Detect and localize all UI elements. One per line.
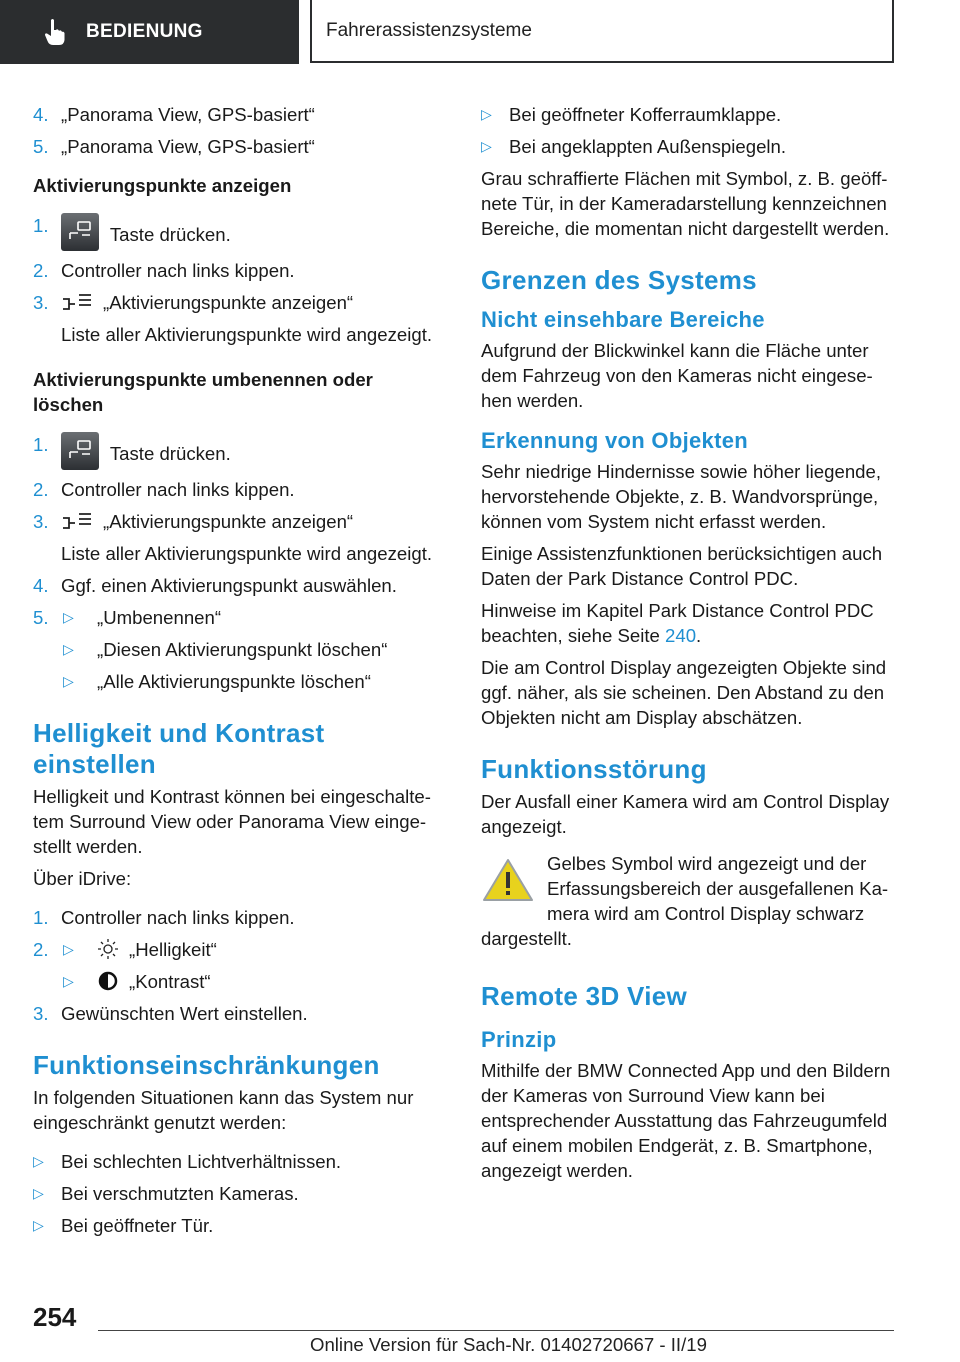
list-text: Gewünschten Wert einstellen. [61, 1003, 308, 1024]
list-item [33, 290, 447, 347]
subheading-rename-delete: Aktivierungspunkte umbenennen oder löschen [33, 369, 373, 415]
list-number: 2. [33, 479, 49, 500]
list-text: Bei angeklappten Außenspiegeln. [509, 136, 787, 157]
list-text: Controller nach links kippen. [61, 907, 295, 928]
list-number: 4. [33, 575, 49, 596]
heading-object-detection: Erkennung von Objekten [481, 428, 748, 453]
contrast-icon [97, 970, 119, 992]
list-text: „Panorama View, GPS-basiert“ [61, 136, 315, 157]
footer-text: Online Version für Sach-Nr. 01402720667 - II/19 [310, 1334, 707, 1355]
heading-blind-areas: Nicht einsehbare Bereiche [481, 307, 765, 332]
chapter-title: Fahrerassistenzsysteme [326, 19, 532, 41]
list-item [33, 669, 447, 694]
list-text: Taste drücken. [109, 224, 231, 245]
list-number: 5. [33, 607, 49, 628]
list-text: Taste drücken. [109, 443, 231, 464]
list-text: „Umbenennen“ [97, 607, 222, 628]
list-text: Controller nach links kippen. [61, 479, 295, 500]
bullet-icon: ▷ [63, 609, 74, 625]
list-number: 3. [33, 1003, 49, 1024]
list-item [33, 134, 447, 159]
list-item [33, 213, 447, 251]
list-text: Controller nach links kippen. [61, 260, 295, 281]
heading-limitations: Funktionseinschränkungen [33, 1050, 380, 1080]
list-number: 3. [33, 511, 49, 532]
list-text: Bei geöffneter Tür. [61, 1215, 214, 1236]
list-number: 3. [33, 292, 49, 313]
paragraph-text: . [696, 625, 702, 646]
page-reference-link[interactable]: 240 [665, 625, 697, 646]
list-item [33, 1001, 447, 1026]
list-text: Bei geöffneter Kofferraumklappe. [509, 104, 782, 125]
heading-system-limits: Grenzen des Systems [481, 265, 757, 295]
bullet-icon: ▷ [63, 973, 74, 989]
list-item [33, 605, 447, 630]
camera-button-icon [61, 432, 99, 470]
activation-points-icon [61, 512, 93, 532]
paragraph-text: Hinweise im Kapitel Park Distance Control PDC beachten, siehe Seite [481, 600, 874, 646]
warning-note [481, 851, 897, 926]
hand-pointer-icon [44, 18, 66, 46]
paragraph: Einige Assistenzfunktionen berücksichtigen auch Daten der Park Distance Control PDC. [481, 543, 883, 589]
list-text: „Diesen Aktivierungspunkt löschen“ [97, 639, 388, 660]
list-text: Ggf. einen Aktivierungspunkt auswählen. [61, 575, 397, 596]
list-number: 1. [33, 907, 49, 928]
list-text: Bei verschmutzten Kameras. [61, 1183, 299, 1204]
heading-remote-3d-view: Remote 3D View [481, 981, 688, 1011]
list-text: „Kontrast“ [129, 971, 211, 992]
list-number: 4. [33, 104, 49, 125]
heading-malfunction: Funktionsstörung [481, 754, 707, 784]
list-item [33, 432, 447, 470]
paragraph: Grau schraffierte Flächen mit Symbol, z. B. geöffnete Tür, in der Kameradarstellung kennzeichnen Bereiche, die momentan nicht dargestellt werden. [481, 168, 890, 239]
section-tab-label: BEDIENUNG [86, 21, 203, 42]
list-item [33, 477, 447, 502]
list-item [33, 637, 447, 662]
right-column [481, 102, 897, 1190]
list-text: „Aktivierungspunkte anzeigen“ [103, 292, 354, 313]
bullet-icon: ▷ [63, 941, 74, 957]
list-number: 2. [33, 260, 49, 281]
list-item [33, 102, 447, 127]
list-item [481, 134, 897, 159]
paragraph: Mithilfe der BMW Connected App und den Bildern der Kameras von Surround View kann bei entsprechender Ausstattung das Fahrzeugumfeld auf einem mobilen Endgerät, z. B. Smartphone, angezeigt werden. [481, 1060, 891, 1181]
camera-button-icon [61, 213, 99, 251]
subheading-show-points: Aktivierungspunkte anzeigen [33, 175, 292, 196]
bullet-icon: ▷ [33, 1185, 44, 1201]
bullet-icon: ▷ [481, 138, 492, 154]
list-text: „Alle Aktivierungspunkte löschen“ [97, 671, 371, 692]
heading-principle: Prinzip [481, 1027, 557, 1052]
bullet-icon: ▷ [481, 106, 492, 122]
paragraph: Die am Control Display angezeigten Objekte sind ggf. näher, als sie scheinen. Den Abstand zu den Objekten nicht am Display abschätzen. [481, 657, 887, 728]
list-item [33, 258, 447, 283]
warning-text: Gelbes Symbol wird angezeigt und der Erfassungsbereich der ausgefallenen Kamera wird am Control Display schwarz [547, 853, 889, 924]
bullet-icon: ▷ [63, 673, 74, 689]
paragraph: Über iDrive: [33, 868, 132, 889]
list-text: „Helligkeit“ [129, 939, 217, 960]
paragraph: In folgenden Situationen kann das System nur eingeschränkt genutzt werden: [33, 1087, 414, 1133]
paragraph: Der Ausfall einer Kamera wird am Control Display angezeigt. [481, 791, 890, 837]
list-number: 2. [33, 939, 49, 960]
activation-points-icon [61, 293, 93, 313]
list-item [33, 509, 447, 566]
paragraph [481, 598, 897, 648]
page-number: 254 [33, 1302, 77, 1332]
section-tab [0, 0, 299, 64]
heading-brightness-contrast: Helligkeit und Kontrast einstellen [33, 718, 325, 779]
list-item [33, 1149, 447, 1174]
list-item [33, 905, 447, 930]
list-subtext: Liste aller Aktivierungspunkte wird angezeigt. [61, 543, 433, 564]
left-column [33, 102, 447, 1245]
paragraph: Helligkeit und Kontrast können bei eingeschaltetem Surround View oder Panorama View eingestellt werden. [33, 786, 431, 857]
bullet-icon: ▷ [33, 1217, 44, 1233]
list-item [33, 1181, 447, 1206]
list-text: „Panorama View, GPS-basiert“ [61, 104, 315, 125]
chapter-title-box [310, 0, 894, 63]
list-text: „Aktivierungspunkte anzeigen“ [103, 511, 354, 532]
bullet-icon: ▷ [33, 1153, 44, 1169]
list-item [481, 102, 897, 127]
list-item [33, 937, 447, 962]
paragraph: Sehr niedrige Hindernisse sowie höher liegende, hervorstehende Objekte, z. B. Wandvorsprünge, können vom System nicht erfasst werden. [481, 461, 882, 532]
list-number: 1. [33, 215, 49, 236]
list-text: Bei schlechten Lichtverhältnissen. [61, 1151, 342, 1172]
paragraph: dargestellt. [481, 928, 572, 949]
footer-rule [98, 1330, 894, 1331]
list-subtext: Liste aller Aktivierungspunkte wird angezeigt. [61, 324, 433, 345]
bullet-icon: ▷ [63, 641, 74, 657]
list-item [33, 1213, 447, 1238]
list-number: 5. [33, 136, 49, 157]
brightness-icon [97, 938, 119, 960]
warning-triangle-icon [481, 857, 535, 903]
list-item [33, 573, 447, 598]
list-number: 1. [33, 434, 49, 455]
paragraph: Aufgrund der Blickwinkel kann die Fläche unter dem Fahrzeug von den Kameras nicht eingesehen werden. [481, 340, 873, 411]
list-item [33, 969, 447, 994]
